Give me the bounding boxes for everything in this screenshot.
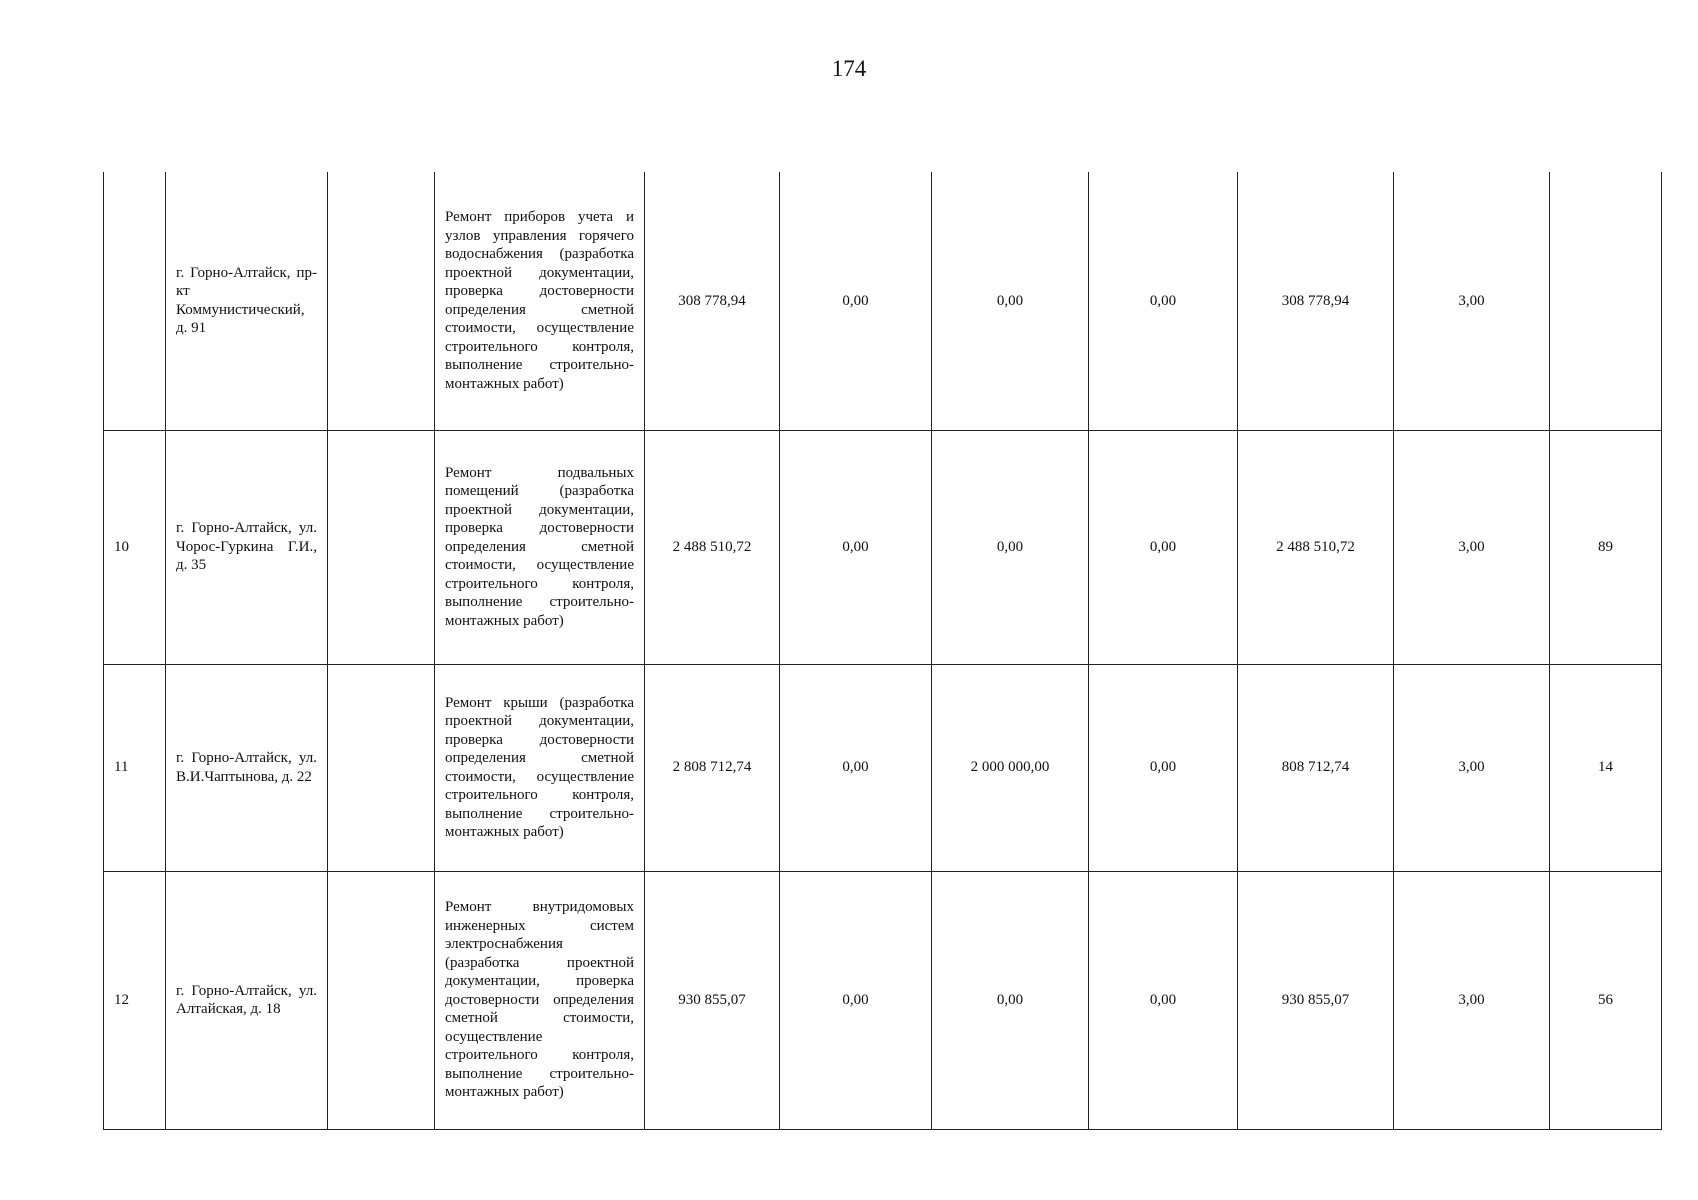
last-cell: 56 — [1550, 871, 1662, 1129]
amount-cell: 2 488 510,72 — [1238, 430, 1394, 664]
amount-cell: 0,00 — [1089, 430, 1238, 664]
address-cell: г. Горно-Алтайск, ул. Чорос-Гуркина Г.И., д. 35 — [166, 430, 328, 664]
row-number — [104, 172, 166, 430]
last-cell: 14 — [1550, 664, 1662, 871]
last-cell — [1550, 172, 1662, 430]
empty-cell — [328, 430, 435, 664]
table-row — [104, 871, 1662, 1129]
amount-cell: 808 712,74 — [1238, 664, 1394, 871]
amount-cell: 0,00 — [932, 172, 1089, 430]
amount-cell: 308 778,94 — [1238, 172, 1394, 430]
total-cost-cell: 930 855,07 — [645, 871, 780, 1129]
empty-cell — [328, 664, 435, 871]
repair-program-table — [103, 172, 1662, 1130]
empty-cell — [328, 172, 435, 430]
amount-cell: 0,00 — [780, 664, 932, 871]
address-cell: г. Горно-Алтайск, ул. Алтайская, д. 18 — [166, 871, 328, 1129]
amount-cell: 0,00 — [932, 430, 1089, 664]
table-row — [104, 430, 1662, 664]
table-row — [104, 172, 1662, 430]
work-description-cell: Ремонт приборов учета и узлов управления горячего водоснабжения (разработка проектной документации, проверка достоверности определения сметной стоимости, осуществление строительного контроля, выполнение строительно-монтажных работ) — [435, 172, 645, 430]
amount-cell: 0,00 — [780, 430, 932, 664]
address-cell: г. Горно-Алтайск, ул. В.И.Чаптынова, д. 22 — [166, 664, 328, 871]
amount-cell: 0,00 — [1089, 172, 1238, 430]
amount-cell: 930 855,07 — [1238, 871, 1394, 1129]
table-row — [104, 664, 1662, 871]
address-cell: г. Горно-Алтайск, пр-кт Коммунистический, д. 91 — [166, 172, 328, 430]
amount-cell: 2 000 000,00 — [932, 664, 1089, 871]
rate-cell: 3,00 — [1394, 871, 1550, 1129]
row-number: 12 — [104, 871, 166, 1129]
amount-cell: 0,00 — [1089, 664, 1238, 871]
work-description-cell: Ремонт внутридомовых инженерных систем электроснабжения (разработка проектной документации, проверка достоверности определения сметной стоимости, осуществление строительного контроля, выполнение строительно-монтажных работ) — [435, 871, 645, 1129]
rate-cell: 3,00 — [1394, 172, 1550, 430]
work-description-cell: Ремонт подвальных помещений (разработка проектной документации, проверка достоверности определения сметной стоимости, осуществление строительного контроля, выполнение строительно-монтажных работ) — [435, 430, 645, 664]
empty-cell — [328, 871, 435, 1129]
total-cost-cell: 2 808 712,74 — [645, 664, 780, 871]
amount-cell: 0,00 — [1089, 871, 1238, 1129]
total-cost-cell: 2 488 510,72 — [645, 430, 780, 664]
amount-cell: 0,00 — [932, 871, 1089, 1129]
row-number: 10 — [104, 430, 166, 664]
amount-cell: 0,00 — [780, 172, 932, 430]
page-number: 174 — [831, 56, 867, 81]
rate-cell: 3,00 — [1394, 430, 1550, 664]
rate-cell: 3,00 — [1394, 664, 1550, 871]
last-cell: 89 — [1550, 430, 1662, 664]
work-description-cell: Ремонт крыши (разработка проектной документации, проверка достоверности определения сметной стоимости, осуществление строительного контроля, выполнение строительно-монтажных работ) — [435, 664, 645, 871]
row-number: 11 — [104, 664, 166, 871]
amount-cell: 0,00 — [780, 871, 932, 1129]
total-cost-cell: 308 778,94 — [645, 172, 780, 430]
